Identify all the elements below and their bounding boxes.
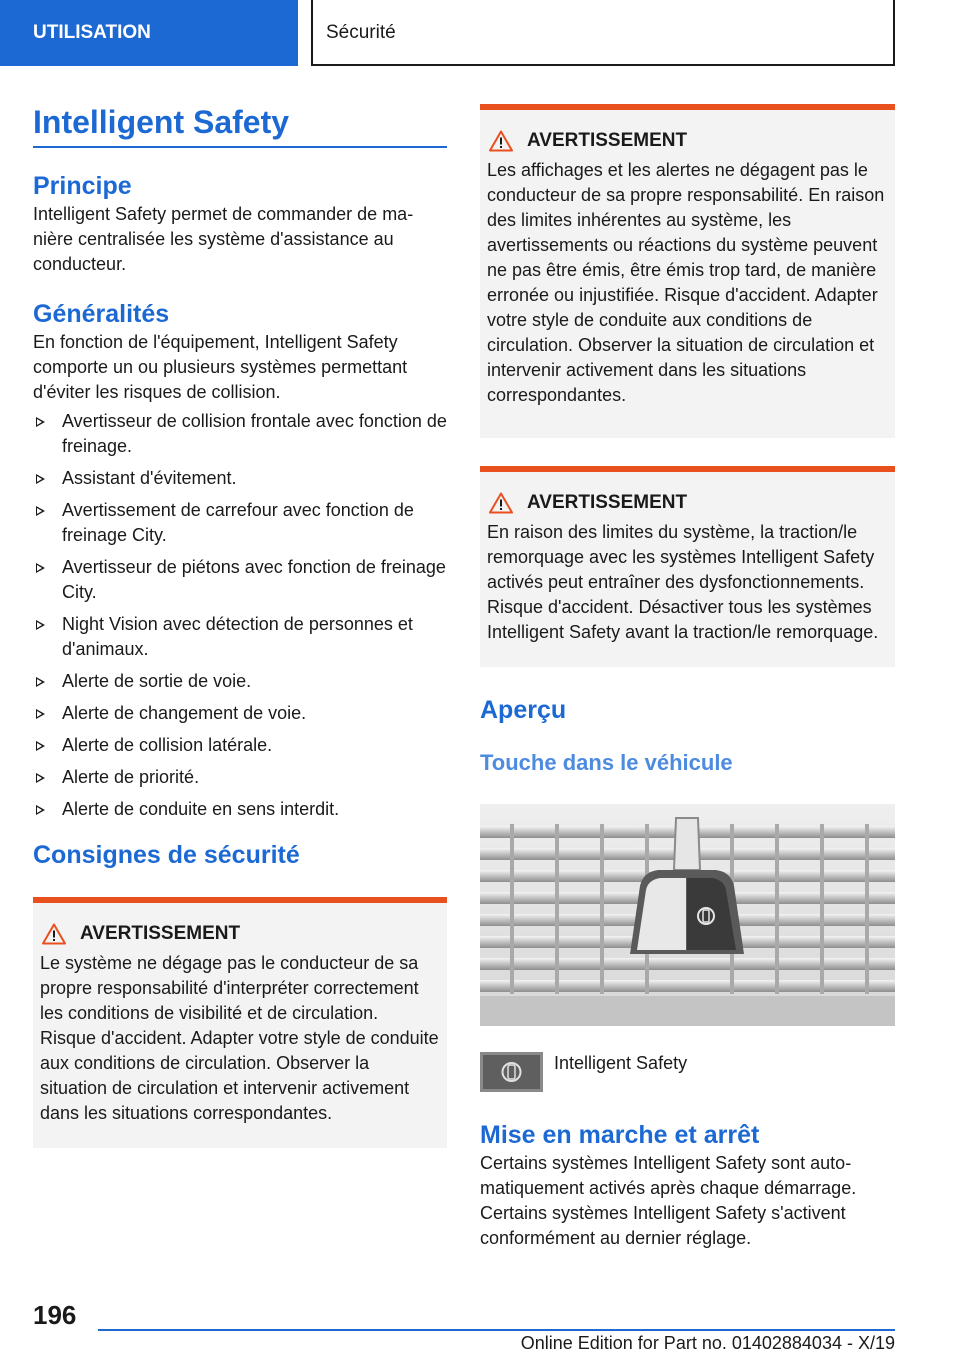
- warning-box: [480, 466, 895, 667]
- mise-en-marche-text: Certains systèmes Intelligent Safety sont automatiquement activés après chaque démarrage. Certains systèmes Intelligent Safety s'activent conformément au dernier réglage.: [480, 1153, 857, 1248]
- heading-mise-en-marche: Mise en marche et arrêt: [480, 1121, 760, 1149]
- list-item: Alerte de conduite en sens interdit.: [33, 797, 447, 822]
- vehicle-button-photo: [480, 804, 895, 1026]
- heading-apercu: Aperçu: [480, 696, 567, 724]
- principe-text: Intelligent Safety permet de commander de manière centralisée les système d'assistance au conducteur.: [33, 204, 414, 274]
- list-item: Alerte de sortie de voie.: [33, 669, 447, 694]
- warning-header: [487, 492, 887, 514]
- warning-text: Le système ne dégage pas le conducteur de sa propre responsabilité d'interpréter correctement les conditions de visibilité et de circulation. Risque d'accident. Adapter votre style de conduite aux conditions de circulation. Observer la situation de circulation et intervenir activement dans les situations correspondantes.: [40, 953, 439, 1123]
- warning-label: AVERTISSEMENT: [80, 923, 241, 944]
- warning-header: [487, 130, 887, 152]
- list-item: Alerte de collision latérale.: [33, 733, 447, 758]
- warning-text: Les affichages et les alertes ne dégagent pas le conducteur de sa propre responsabilité. En raison des limites inhérentes au système, les avertissements ou réactions du système peuvent ne pas être émis, être émis trop tard, de manière erronée ou injustifiée. Risque d'accident. Adapter votre style de conduite aux conditions de circulation. Observer la situation de circulation et intervenir activement dans les situations correspondantes.: [487, 160, 885, 405]
- list-item: Avertisseur de piétons avec fonction de freinage City.: [33, 555, 447, 605]
- list-item: Alerte de priorité.: [33, 765, 447, 790]
- left-column: [33, 100, 447, 1148]
- header-chapter-title: Sécurité: [311, 0, 895, 66]
- heading-consignes: Consignes de sécurité: [33, 841, 300, 869]
- list-item: Avertissement de carrefour avec fonction de freinage City.: [33, 498, 447, 548]
- warning-triangle-icon: [42, 923, 66, 945]
- warning-text: En raison des limites du système, la traction/le remorquage avec les systèmes Intelligent Safety activés peut entraîner des dysfonctionnements. Risque d'accident. Désactiver tous les systèmes Intelligent Safety avant la traction/le remorquage.: [487, 522, 879, 642]
- heading-principe: Principe: [33, 172, 132, 200]
- heading-generalites: Généralités: [33, 300, 170, 328]
- footer-divider: [98, 1329, 895, 1331]
- caption-row: [480, 1051, 895, 1092]
- intelligent-safety-button-icon: [480, 1052, 543, 1092]
- warning-triangle-icon: [489, 492, 513, 514]
- list-item: Alerte de changement de voie.: [33, 701, 447, 726]
- list-item: Night Vision avec détection de personnes et d'animaux.: [33, 612, 447, 662]
- generalites-text: En fonction de l'équipement, Intelligent Safety comporte un ou plusieurs systèmes permettant d'éviter les risques de collision.: [33, 332, 408, 402]
- warning-label: AVERTISSEMENT: [527, 130, 688, 151]
- right-column: [480, 104, 895, 1251]
- warning-triangle-icon: [489, 130, 513, 152]
- page-title: Intelligent Safety: [33, 100, 447, 148]
- heading-touche: Touche dans le véhicule: [480, 750, 733, 775]
- warning-box: [480, 104, 895, 438]
- warning-label: AVERTISSEMENT: [527, 492, 688, 513]
- page-number: 196: [33, 1300, 77, 1330]
- warning-header: [40, 923, 439, 945]
- header-section-tab: UTILISATION: [0, 0, 298, 66]
- warning-box: [33, 897, 447, 1148]
- footer-edition: Online Edition for Part no. 01402884034 - X/19: [520, 1333, 895, 1353]
- list-item: Assistant d'évitement.: [33, 466, 447, 491]
- systems-list: [33, 409, 447, 822]
- figure-caption: Intelligent Safety: [554, 1053, 688, 1073]
- list-item: Avertisseur de collision frontale avec fonction de freinage.: [33, 409, 447, 459]
